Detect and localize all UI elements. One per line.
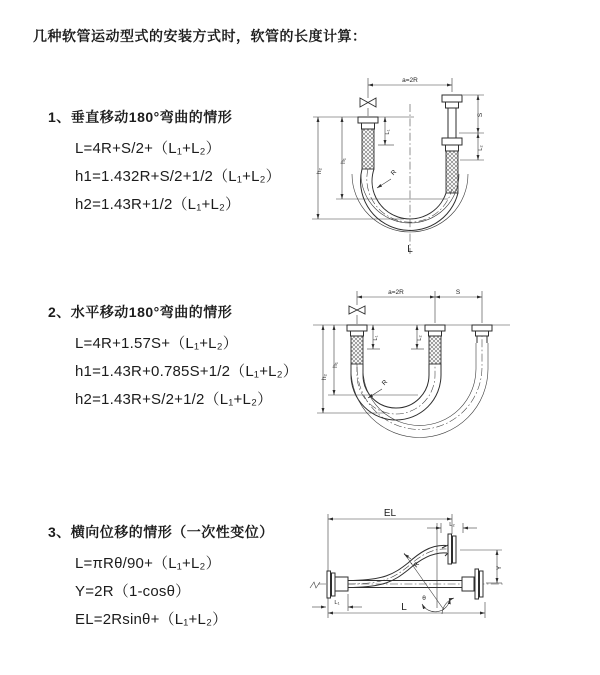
braided-hose-section [446, 151, 458, 193]
label-a2r: a=2R [402, 77, 418, 84]
angle-construction [404, 523, 454, 614]
formula-L: L=4R+S/2+（L₁+L₂） [75, 140, 221, 157]
formula-L: L=4R+1.57S+（L₁+L₂） [75, 335, 238, 352]
section-vertical-180 [48, 107, 281, 219]
formula-EL: EL=2Rsinθ+（L₁+L₂） [75, 611, 228, 628]
diagram-vertical-180-bend [298, 68, 590, 268]
dimension-l2 [478, 133, 484, 160]
dimension-l1 [378, 117, 394, 145]
section-horizontal-180 [48, 302, 298, 414]
label-l1: L₁ [334, 600, 340, 606]
label-l: L [401, 602, 407, 613]
label-el: EL [383, 508, 397, 519]
hose-u-bend [351, 364, 441, 420]
formula-L: L=πRθ/90+（L₁+L₂） [75, 555, 221, 572]
dimension-l1 [367, 325, 380, 349]
formula-h2: h2=1.43R+1/2（L₁+L₂） [75, 196, 241, 213]
dimension-h1 [336, 117, 448, 199]
valve-icon [360, 93, 376, 116]
braided-hose-section [351, 336, 363, 364]
valve-icon [349, 306, 365, 324]
label-r: R [412, 561, 422, 570]
hose-s-curve [348, 545, 447, 587]
diagram-horizontal-180-bend [296, 283, 600, 468]
formula-h2: h2=1.43R+S/2+1/2（L₁+L₂） [75, 391, 273, 408]
label-r: R [380, 378, 390, 388]
braided-hose-section [429, 336, 441, 364]
radius-callout [377, 169, 398, 188]
label-a2r: a=2R [388, 289, 404, 296]
section-1-heading: 1、垂直移动180°弯曲的情形 [48, 109, 233, 125]
label-l1: L₁ [385, 129, 391, 135]
label-theta: θ [422, 595, 426, 602]
hose-moved-position [351, 343, 488, 438]
page-title: 几种软管运动型式的安装方式时，软管的长度计算： [33, 28, 367, 44]
dimension-l1 [312, 594, 362, 611]
dimension-l [328, 602, 485, 618]
formula-h1: h1=1.432R+S/2+1/2（L₁+L₂） [75, 168, 281, 185]
label-l1: L₁ [373, 335, 379, 341]
section-3-heading: 3、横向位移的情形（一次性变位） [48, 524, 274, 540]
label-r: R [389, 168, 399, 178]
hose-centerline-curve [348, 549, 447, 584]
label-h1: h₁ [332, 362, 339, 368]
label-y: Y [496, 565, 503, 571]
formula-h1: h1=1.43R+0.785S+1/2（L₁+L₂） [75, 363, 298, 380]
dimension-a2r [357, 289, 482, 323]
section-2-heading: 2、水平移动180°弯曲的情形 [48, 304, 233, 320]
dimension-s [435, 289, 482, 297]
label-h2: h₂ [321, 373, 328, 381]
label-l2: L₂ [449, 522, 455, 528]
hose-centerline-arc [357, 364, 435, 414]
formula-Y: Y=2R（1-cosθ） [75, 583, 191, 600]
break-mark [310, 582, 320, 588]
label-l: L [407, 244, 413, 255]
label-h1: h₁ [340, 158, 347, 164]
diagram-lateral-displacement [296, 498, 600, 648]
hose-centerline-arc [367, 169, 452, 222]
dimension-a2r [368, 77, 452, 93]
middle-flange-fitting [425, 325, 445, 364]
section-lateral-displacement [48, 522, 274, 634]
label-h2: h₂ [316, 167, 323, 175]
label-l2: L₂ [417, 335, 423, 341]
left-flange [327, 571, 348, 598]
label-l2: L₂ [478, 145, 484, 151]
dimension-el [328, 508, 455, 618]
right-flange [462, 569, 483, 599]
label-s: S [455, 289, 461, 296]
label-s: S [477, 112, 484, 118]
braided-hose-section [362, 129, 374, 169]
left-flange-fitting [347, 325, 367, 364]
left-flange-fitting [358, 117, 378, 169]
dimension-l2 [411, 325, 424, 349]
